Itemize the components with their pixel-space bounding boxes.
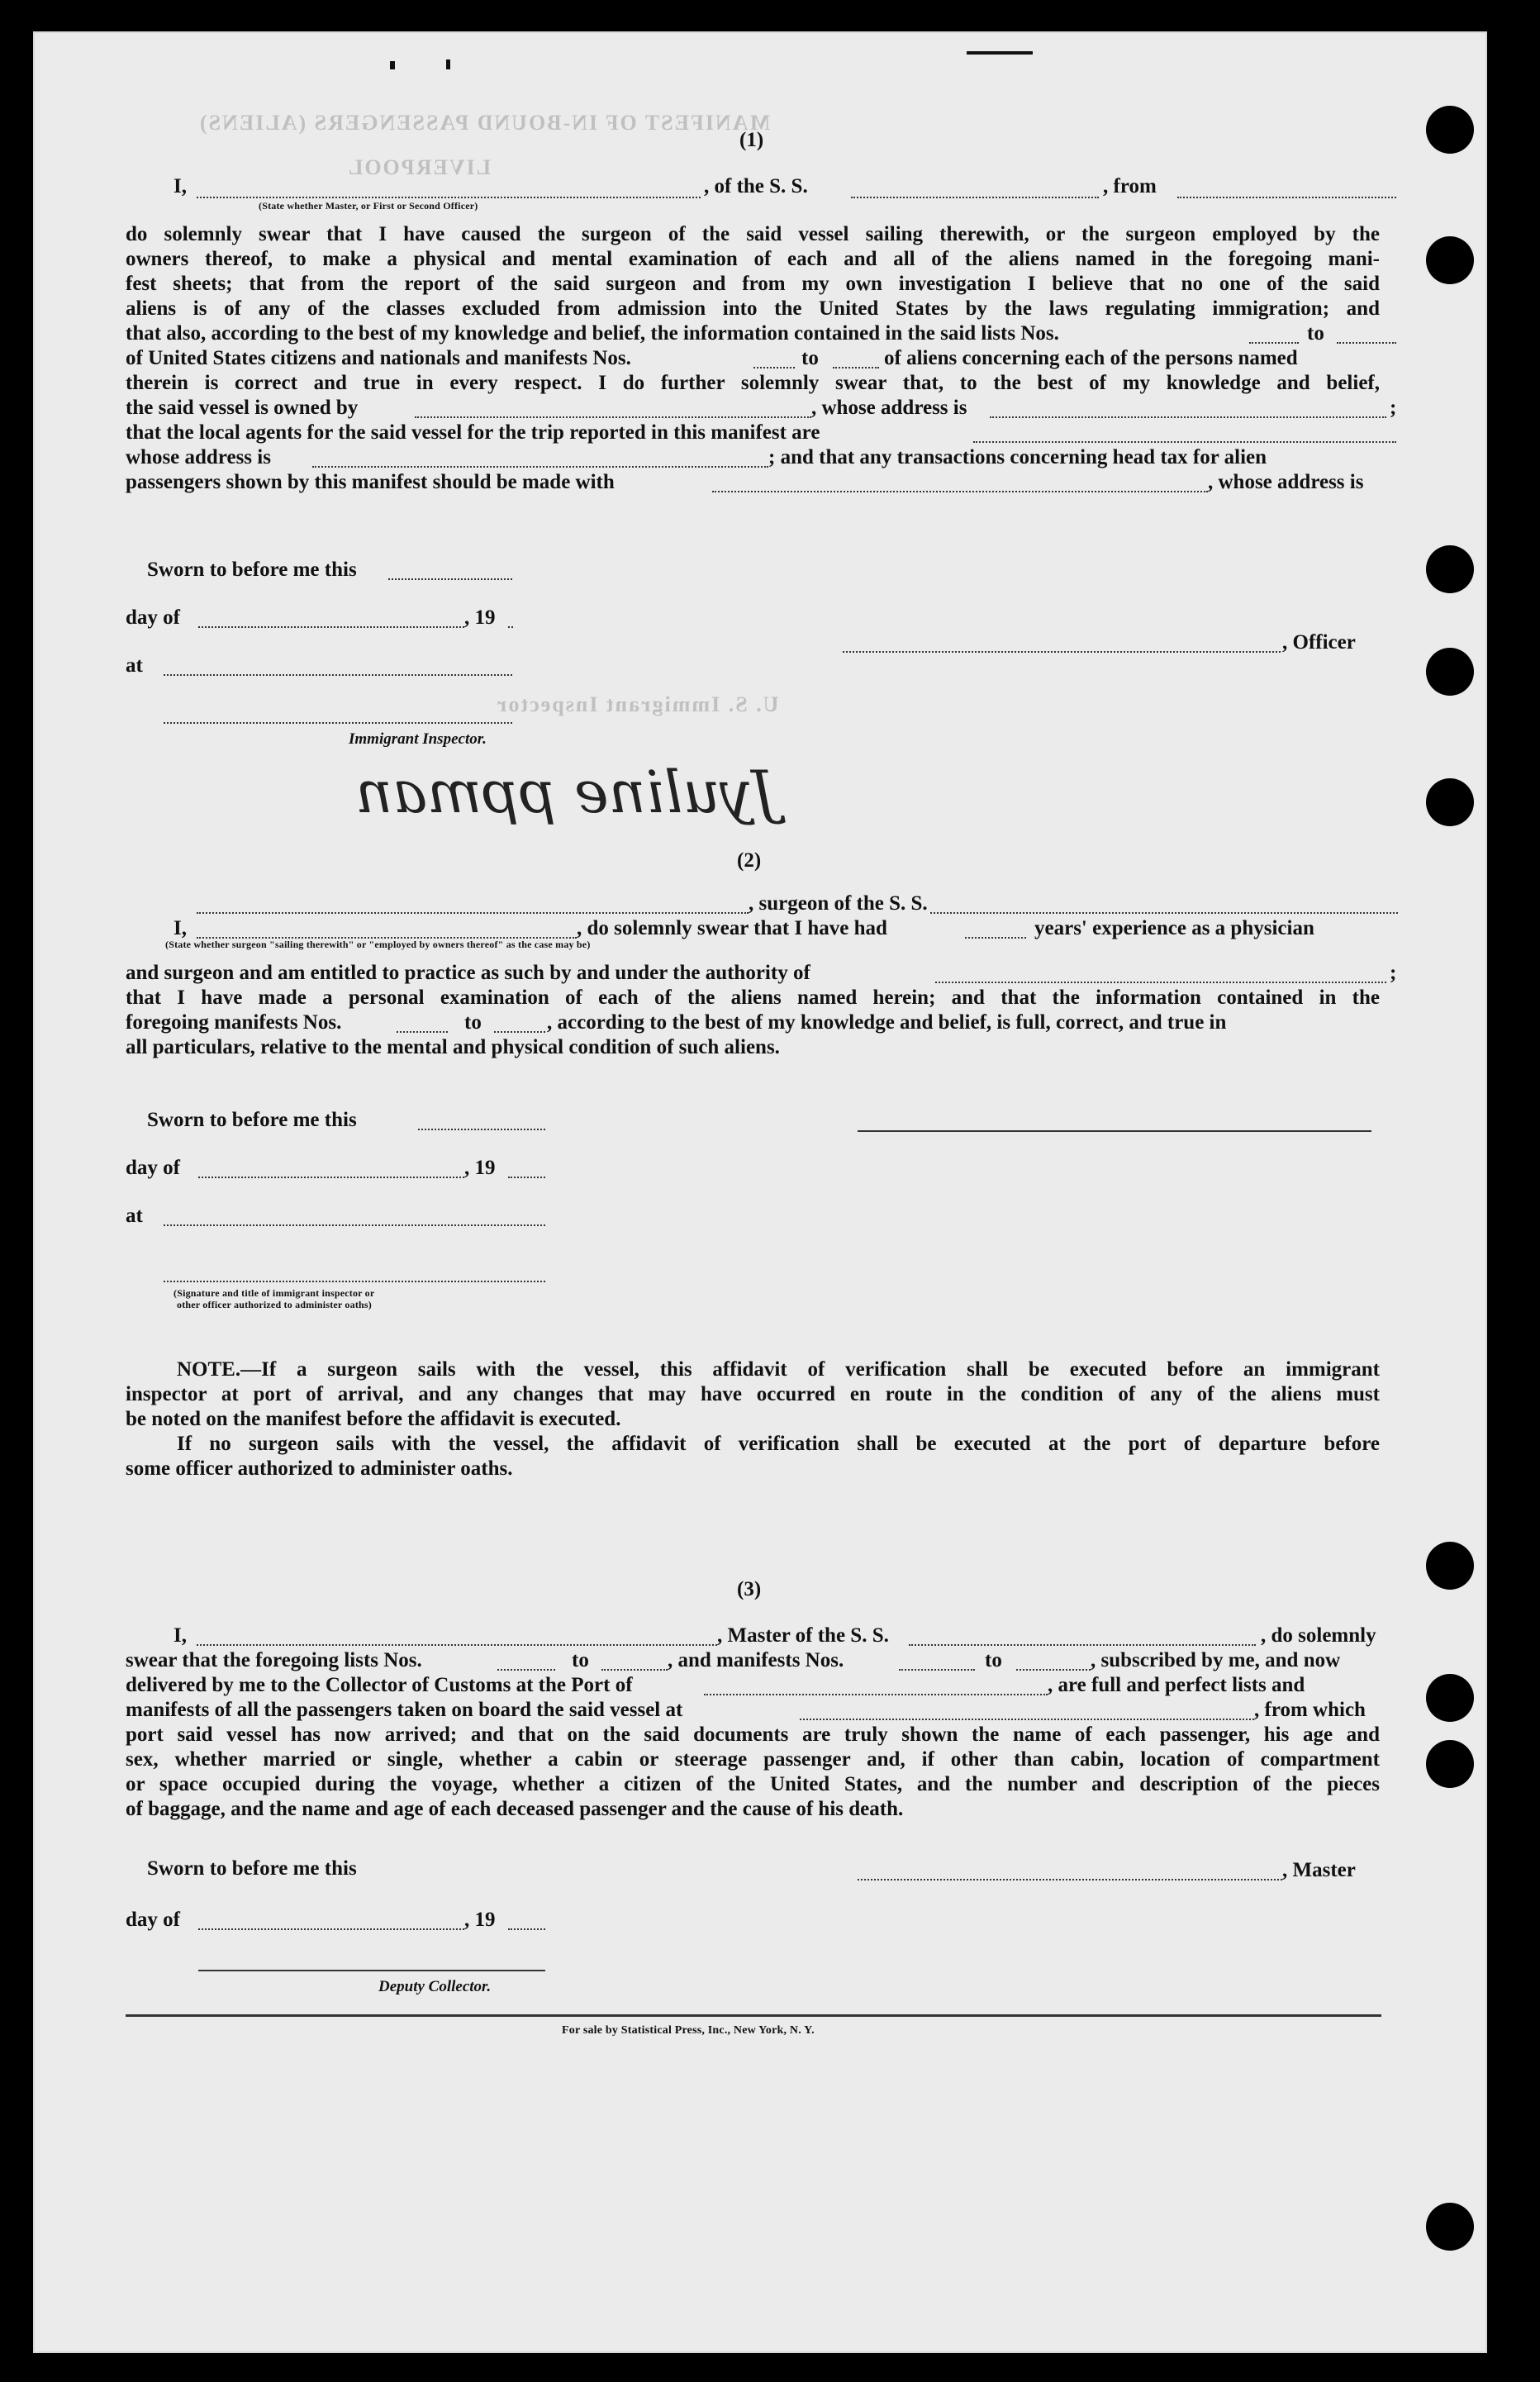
sec2-i-label: I, <box>173 917 187 939</box>
sec3-lists-to-field[interactable] <box>601 1669 668 1671</box>
sec1-line-9: that the local agents for the said vessel for the trip reported in this manifest are <box>126 421 820 444</box>
sec2-surgeon-name-line1-field[interactable] <box>197 912 749 914</box>
sec2-sworn: Sworn to before me this <box>147 1109 357 1131</box>
sec1-manifest-to-field[interactable] <box>833 367 879 368</box>
sec1-whose-address: , whose address is <box>811 397 967 419</box>
sec3-line-5: port said vessel has now arrived; and that on the said documents are truly shown the name of each passenger, his age and <box>126 1724 1380 1746</box>
sec3-l4b: , from which <box>1254 1699 1366 1721</box>
sec1-of-aliens: of aliens concerning each of the persons named <box>884 347 1298 369</box>
sec2-ship-name-field[interactable] <box>930 912 1398 914</box>
sec1-officer-label: , Officer <box>1282 631 1356 654</box>
sec3-l3b: , are full and perfect lists and <box>1048 1674 1305 1696</box>
sec2-years-field[interactable] <box>965 937 1026 939</box>
sec1-inspector-label: Immigrant Inspector. <box>349 730 487 748</box>
sec1-line-8: the said vessel is owned by <box>126 397 359 419</box>
sec1-sworn: Sworn to before me this <box>147 559 357 581</box>
sec3-deputy-signature-field[interactable] <box>198 1970 545 1971</box>
binder-hole <box>1426 648 1474 696</box>
sec3-master-name-field[interactable] <box>197 1644 717 1646</box>
sec3-i-label: I, <box>173 1624 187 1647</box>
sec2-at: at <box>126 1205 143 1227</box>
sec2-line-practice: and surgeon and am entitled to practice as such by and under the authority of <box>126 962 810 984</box>
sec3-master-signature-field[interactable] <box>858 1879 1282 1880</box>
sec1-at-field[interactable] <box>164 674 512 676</box>
sec3-l3a: delivered by me to the Collector of Customs at the Port of <box>126 1674 633 1696</box>
sec1-line-10: whose address is <box>126 446 271 468</box>
sec1-at: at <box>126 654 143 677</box>
binder-hole <box>1426 778 1474 826</box>
binder-hole <box>1426 1542 1474 1590</box>
sec3-ship-name-field[interactable] <box>909 1644 1256 1646</box>
sec1-day-of: day of <box>126 606 180 629</box>
sec3-lists-from-field[interactable] <box>497 1669 555 1671</box>
sec3-l2b: to <box>572 1649 589 1671</box>
sec2-sig-note-2: other officer authorized to administer oaths) <box>177 1299 372 1310</box>
sec2-inspector-signature-field[interactable] <box>164 1281 545 1282</box>
sec3-manifests-from-field[interactable] <box>899 1669 975 1671</box>
sec3-day-of: day of <box>126 1909 180 1931</box>
sec2-at-field[interactable] <box>164 1224 545 1226</box>
sec1-line-5: that also, according to the best of my knowledge and belief, the information contained in the said lists Nos. <box>126 322 1059 345</box>
section-3-number: (3) <box>737 1578 762 1600</box>
sec1-head-tax: ; and that any transactions concerning head tax for alien <box>768 446 1267 468</box>
manifest-back-page <box>33 31 1487 2353</box>
sec3-master-label: , Master <box>1282 1859 1356 1881</box>
sec2-line-2: that I have made a personal examination of each of the aliens named herein; and that the information contained in the <box>126 987 1380 1009</box>
sec1-owner-field[interactable] <box>415 416 811 418</box>
sec1-to-1: to <box>1307 322 1324 345</box>
sec1-line-6: of United States citizens and nationals and manifests Nos. <box>126 347 631 369</box>
note-line-5: some officer authorized to administer oaths. <box>126 1457 513 1480</box>
sec2-state-note: (State whether surgeon "sailing therewith" or "employed by owners thereof" as the case may be) <box>165 939 591 950</box>
sec2-surgeon-signature-field[interactable] <box>858 1130 1371 1132</box>
sec2-manifest-to-field[interactable] <box>494 1031 545 1033</box>
sec3-manifests-to-field[interactable] <box>1016 1669 1091 1671</box>
sec1-line-2: owners thereof, to make a physical and mental examination of each and all of the aliens named in the foregoing mani- <box>126 248 1380 270</box>
sec3-do-solemnly: , do solemnly <box>1261 1624 1376 1647</box>
sec1-state-note: (State whether Master, or First or Second Officer) <box>259 200 478 212</box>
binder-hole <box>1426 1674 1474 1722</box>
sec3-l4a: manifests of all the passengers taken on board the said vessel at <box>126 1699 683 1721</box>
binder-hole <box>1426 545 1474 593</box>
sec2-years: years' experience as a physician <box>1034 917 1314 939</box>
mirrored-signature: Jyuline ppman <box>355 758 777 826</box>
sec1-sworn-date-field[interactable] <box>388 578 512 580</box>
sec1-line-4: aliens is of any of the classes excluded from admission into the United States by the laws regulating immigration; and <box>126 297 1380 320</box>
top-mark-1 <box>390 61 395 69</box>
sec1-head-tax-party-field[interactable] <box>712 491 1208 492</box>
sec2-surgeon-of: , surgeon of the S. S. <box>749 892 928 915</box>
sec1-semicolon: ; <box>1390 397 1397 419</box>
sec1-year-field[interactable] <box>508 626 513 628</box>
note-line-2: inspector at port of arrival, and any changes that may have occurred en route in the condition of any of the aliens must <box>126 1383 1380 1405</box>
sec1-i-label: I, <box>173 175 187 197</box>
bleed-through-heading: MANIFEST OF IN-BOUND PASSENGERS (ALIENS) <box>198 111 771 135</box>
section-1-number: (1) <box>739 129 764 151</box>
sec3-line-6: sex, whether married or single, whether a cabin or steerage passenger and, if other than cabin, location of compartment <box>126 1748 1380 1771</box>
sec3-deputy-label: Deputy Collector. <box>378 1978 492 1995</box>
sec3-year: , 19 <box>464 1909 496 1931</box>
sec3-l2c: , and manifests Nos. <box>668 1649 844 1671</box>
sec1-to-2: to <box>801 347 819 369</box>
sec3-sworn: Sworn to before me this <box>147 1857 357 1880</box>
sec2-authority-field[interactable] <box>935 982 1386 983</box>
sec1-agents-field[interactable] <box>973 441 1396 443</box>
sec2-year: , 19 <box>464 1157 496 1179</box>
footer-printer: For sale by Statistical Press, Inc., New York, N. Y. <box>562 2024 815 2037</box>
sec1-owner-address-field[interactable] <box>990 416 1386 418</box>
binder-hole <box>1426 1740 1474 1788</box>
sec1-manifest-from-field[interactable] <box>753 367 795 368</box>
sec1-line-1: do solemnly swear that I have caused the surgeon of the said vessel sailing therewith, or the surgeon employed by the <box>126 223 1380 245</box>
sec1-from-port-field[interactable] <box>1177 197 1396 198</box>
sec2-day-of: day of <box>126 1157 180 1179</box>
sec2-day-field[interactable] <box>198 1177 464 1178</box>
sec1-citizen-list-from-field[interactable] <box>1249 342 1299 344</box>
note-line-4: If no surgeon sails with the vessel, the affidavit of verification shall be executed at the port of departure before <box>177 1433 1380 1455</box>
sec1-day-field[interactable] <box>198 626 464 628</box>
sec3-day-field[interactable] <box>198 1928 464 1930</box>
sec1-line-11: passengers shown by this manifest should be made with <box>126 471 615 493</box>
top-mark-3 <box>967 51 1033 55</box>
section-2-number: (2) <box>737 849 762 872</box>
sec1-line-3: fest sheets; that from the report of the said surgeon and from my own investigation I believe that no one of the said <box>126 273 1380 295</box>
sec1-ship-name-field[interactable] <box>851 197 1099 198</box>
sec3-year-field[interactable] <box>508 1928 545 1930</box>
sec1-citizen-list-to-field[interactable] <box>1337 342 1396 344</box>
binder-hole <box>1426 236 1474 284</box>
bleed-through-inspector: U. S. Immigrant Inspector <box>496 692 779 716</box>
sec1-line-7: therein is correct and true in every respect. I do further solemnly swear that, to the best of my knowledge and belief, <box>126 372 1380 394</box>
sec1-officer-signature-field[interactable] <box>843 651 1281 653</box>
sec1-of-ss: , of the S. S. <box>704 175 808 197</box>
sec1-whose-address-2: , whose address is <box>1208 471 1364 493</box>
sec2-line-3a: foregoing manifests Nos. <box>126 1011 342 1034</box>
top-mark-2 <box>446 59 450 69</box>
sec2-sig-note-1: (Signature and title of immigrant inspector or <box>173 1287 375 1299</box>
sec2-line-4: all particulars, relative to the mental and physical condition of such aliens. <box>126 1036 780 1058</box>
sec3-l2e: , subscribed by me, and now <box>1091 1649 1341 1671</box>
bleed-through-port: LIVERPOOL <box>347 155 492 179</box>
sec3-master-of: , Master of the S. S. <box>717 1624 889 1647</box>
sec1-inspector-signature-field[interactable] <box>164 722 512 724</box>
sec3-l2d: to <box>985 1649 1002 1671</box>
sec1-year: , 19 <box>464 606 496 629</box>
sec2-do-swear: , do solemnly swear that I have had <box>577 917 887 939</box>
sec3-line-7: or space occupied during the voyage, whether a citizen of the United States, and the number and description of the pieces <box>126 1773 1380 1795</box>
sec2-semicolon: ; <box>1390 962 1397 984</box>
sec1-from: , from <box>1103 175 1157 197</box>
sec2-line-3c: , according to the best of my knowledge and belief, is full, correct, and true in <box>547 1011 1227 1034</box>
binder-hole <box>1426 106 1474 154</box>
binder-hole <box>1426 2203 1474 2251</box>
sec3-l2a: swear that the foregoing lists Nos. <box>126 1649 422 1671</box>
sec1-agents-address-field[interactable] <box>312 466 768 468</box>
sec2-manifest-from-field[interactable] <box>397 1031 448 1033</box>
sec3-line-8: of baggage, and the name and age of each deceased passenger and the cause of his death. <box>126 1798 904 1820</box>
note-line-3: be noted on the manifest before the affidavit is executed. <box>126 1408 621 1430</box>
footer-rule <box>126 2014 1381 2017</box>
sec3-embark-port-field[interactable] <box>800 1719 1254 1720</box>
note-line-1: NOTE.—If a surgeon sails with the vessel, this affidavit of verification shall be executed before an immigrant <box>177 1358 1380 1381</box>
sec2-line-3b: to <box>464 1011 482 1034</box>
sec2-sworn-date-field[interactable] <box>418 1129 545 1130</box>
sec3-port-field[interactable] <box>704 1694 1048 1695</box>
sec1-officer-name-field[interactable] <box>197 197 701 198</box>
sec2-year-field[interactable] <box>508 1177 545 1178</box>
